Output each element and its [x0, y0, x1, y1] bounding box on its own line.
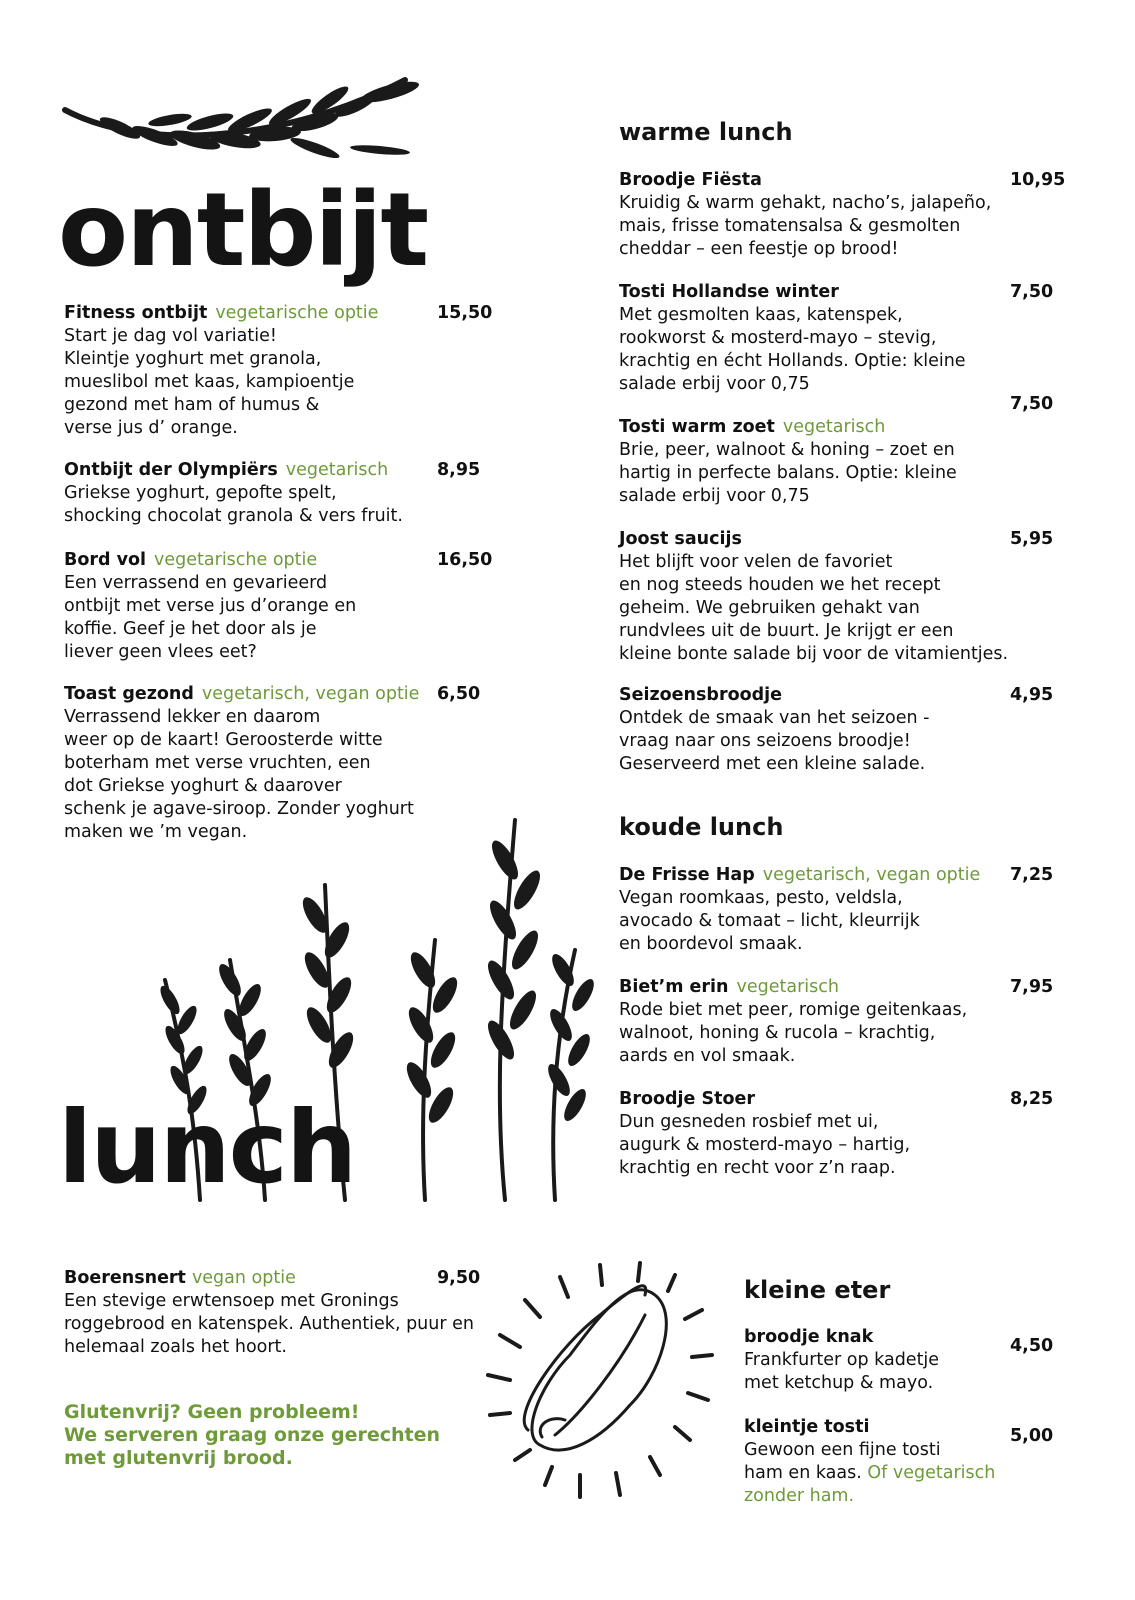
diet-tag: vegetarisch, vegan optie [762, 865, 981, 885]
item-price: 15,50 [437, 303, 493, 323]
item-description: Frankfurter op kadetje met ketchup & mayo. [744, 1350, 940, 1393]
wheat-sprig-icon [60, 70, 430, 170]
item-price: 7,95 [1010, 977, 1054, 997]
item-price: 4,50 [1010, 1336, 1054, 1356]
item-name: Boerensnert [64, 1268, 186, 1288]
item-name: Fitness ontbijt [64, 303, 208, 323]
section-title-kleine-eter: kleine eter [744, 1276, 891, 1304]
diet-tag: vegetarische optie [215, 303, 379, 323]
item-name: broodje knak [744, 1327, 874, 1347]
item-description: Verrassend lekker en daarom weer op de kaart! Geroosterde witte boterham met verse vruchten, een dot Griekse yoghurt & daarover schenk je agave-siroop. Zonder yoghurt maken we ’m vegan. [64, 707, 414, 842]
diet-tag: vegan optie [191, 1268, 296, 1288]
menu-item-kleintje-tosti [744, 1416, 1004, 1508]
item-name: Seizoensbroodje [619, 685, 783, 705]
diet-tag: vegetarisch [285, 460, 389, 480]
item-name: Bord vol [64, 550, 147, 570]
menu-item-seizoensbroodje [619, 684, 1004, 776]
item-price: 5,95 [1010, 529, 1054, 549]
item-price: 7,25 [1010, 865, 1054, 885]
item-description: Start je dag vol variatie! Kleintje yoghurt met granola, mueslibol met kaas, kampioentje gezond met ham of humus & verse jus d’ orange. [64, 326, 355, 438]
section-title-warm-lunch: warme lunch [619, 118, 793, 146]
menu-item-broodje-knak [744, 1326, 1004, 1395]
item-price: 7,50 [1010, 282, 1054, 302]
menu-item-bord-vol [64, 549, 494, 664]
item-price: 6,50 [437, 684, 481, 704]
item-description: Dun gesneden rosbief met ui, augurk & mosterd-mayo – hartig, krachtig en recht voor z’n raap. [619, 1112, 911, 1178]
item-description: Rode biet met peer, romige geitenkaas, walnoot, honing & rucola – krachtig, aards en vol smaak. [619, 1000, 968, 1066]
diet-tag: vegetarisch, vegan optie [201, 684, 420, 704]
diet-tag: vegetarische optie [154, 550, 318, 570]
menu-item-tosti-hollandse-winter [619, 281, 1004, 396]
menu-item-joost-saucijs [619, 528, 1019, 666]
item-description: Griekse yoghurt, gepofte spelt, shocking chocolat granola & vers fruit. [64, 483, 403, 526]
item-price: 9,50 [437, 1268, 481, 1288]
item-description: Brie, peer, walnoot & honing – zoet en hartig in perfecte balans. Optie: kleine salade erbij voor 0,75 [619, 440, 957, 506]
item-name: De Frisse Hap [619, 865, 755, 885]
item-price: 16,50 [437, 550, 493, 570]
gluten-free-note: Glutenvrij? Geen probleem! We serveren graag onze gerechten met glutenvrij brood. [64, 1401, 441, 1469]
item-description: Een verrassend en gevarieerd ontbijt met verse jus d’orange en koffie. Geef je het door als je liever geen vlees eet? [64, 573, 357, 662]
item-description: Ontdek de smaak van het seizoen - vraag naar ons seizoens broodje! Geserveerd met een kleine salade. [619, 708, 930, 774]
item-name: Broodje Fiësta [619, 170, 762, 190]
item-description [744, 1439, 1004, 1508]
diet-tag: vegetarisch [782, 417, 886, 437]
section-title-koude-lunch: koude lunch [619, 813, 784, 841]
item-description: Kruidig & warm gehakt, nacho’s, jalapeño, mais, frisse tomatensalsa & gesmolten cheddar – een feestje op brood! [619, 193, 992, 259]
item-name: Tosti Hollandse winter [619, 282, 839, 302]
item-description: Vegan roomkaas, pesto, veldsla, avocado & tomaat – licht, kleurrijk en boordevol smaak. [619, 888, 920, 954]
item-price: 7,50 [1010, 394, 1054, 414]
menu-item-boerensnert [64, 1267, 494, 1359]
lunch-title: lunch [58, 1089, 356, 1206]
menu-item-biet-m-erin [619, 976, 1004, 1068]
menu-item-fitness-ontbijt [64, 302, 494, 440]
breakfast-title: ontbijt [58, 171, 428, 290]
item-name: Ontbijt der Olympiërs [64, 460, 278, 480]
menu-item-tosti-warm-zoet [619, 416, 1004, 508]
menu-item-broodje-stoer [619, 1088, 1004, 1180]
item-price: 10,95 [1010, 170, 1066, 190]
item-name: Broodje Stoer [619, 1089, 755, 1109]
vegetarian-option-note: Of vegetarisch zonder ham. [744, 1463, 996, 1506]
menu-item-toast-gezond [64, 683, 494, 844]
item-name: Toast gezond [64, 684, 194, 704]
item-name: Biet’m erin [619, 977, 729, 997]
item-name: kleintje tosti [744, 1417, 870, 1437]
item-description: Een stevige erwtensoep met Gronings roggebrood en katenspek. Authentiek, puur en helemaal zoals het hoort. [64, 1291, 474, 1357]
item-price: 8,95 [437, 460, 481, 480]
item-description-text: Gewoon een fijne tosti ham en kaas. [744, 1440, 941, 1483]
diet-tag: vegetarisch [736, 977, 839, 997]
item-name: Tosti warm zoet [619, 417, 775, 437]
item-price: 8,25 [1010, 1089, 1054, 1109]
item-price: 5,00 [1010, 1426, 1054, 1446]
menu-item-broodje-fiesta [619, 169, 1004, 261]
item-name: Joost saucijs [619, 529, 742, 549]
item-description: Met gesmolten kaas, katenspek, rookworst & mosterd-mayo – stevig, krachtig en écht Hollands. Optie: kleine salade erbij voor 0,75 [619, 305, 966, 394]
hotdog-icon [480, 1255, 720, 1505]
item-description: Het blijft voor velen de favoriet en nog steeds houden we het recept geheim. We gebruiken gehakt van rundvlees uit de buurt. Je krijgt er een kleine bonte salade bij voor de vitamientjes. [619, 552, 1009, 664]
menu-item-de-frisse-hap [619, 864, 1004, 956]
menu-item-ontbijt-der-olympiers [64, 459, 494, 528]
item-price: 4,95 [1010, 685, 1054, 705]
